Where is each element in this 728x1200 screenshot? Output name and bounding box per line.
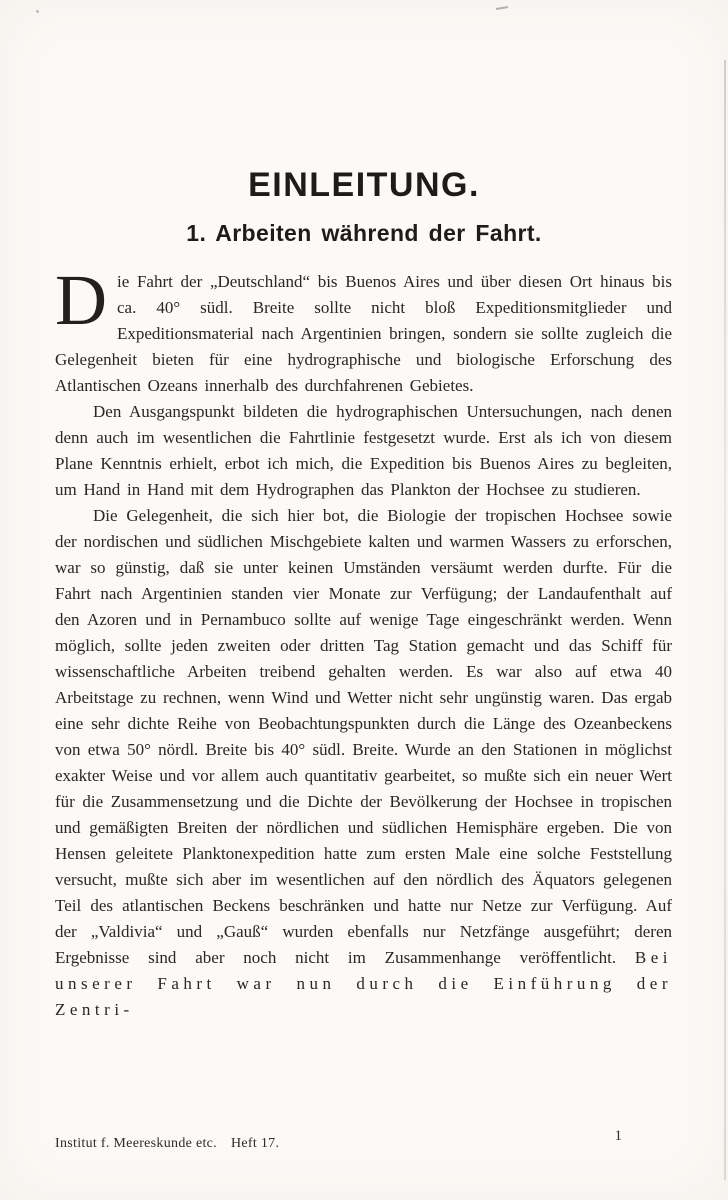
scan-edge-artifact (724, 60, 726, 1180)
paragraph-2: Den Ausgangspunkt bildeten die hydrographischen Untersuchungen, nach denen denn auch im wesentlichen die Fahrtlinie festgesetzt wurde. Erst als ich von diesem Plane Kenntnis erhielt, erbot ich mich, die Expedition bis Buenos Aires zu begleiten, um Hand in Hand mit dem Hydrographen das Plankton der Hochsee zu studieren. (55, 402, 672, 499)
paragraph-3-spaced-text: Bei unserer Fahrt war nun durch die Einführung der Zentri- (55, 948, 672, 1019)
paragraph-3-text: Die Gelegenheit, die sich hier bot, die Biologie der tropischen Hochsee sowie der nordischen und südlichen Mischgebiete kalten und warmen Wassers zu erforschen, war so günstig, daß sie unter keinen Umständen versäumt werden durfte. Für die Fahrt nach Argentinien standen vier Monate zur Verfügung; der Landaufenthalt auf den Azoren und in Pernambuco sollte auf wenige Tage eingeschränkt werden. Wenn möglich, sollte jeden zweiten oder dritten Tag Station gemacht und das Schiff für wissenschaftliche Arbeiten treibend gehalten werden. Es war also auf etwa 40 Arbeitstage zu rechnen, wenn Wind und Wetter nicht sehr ungünstig waren. Das ergab eine sehr dichte Reihe von Beobachtungspunkten durch die Länge des Ozeanbeckens von etwa 50° nördl. Breite bis 40° südl. Breite. Wurde an den Stationen in möglichst exakter Weise und vor allem auch quantitativ gearbeitet, so mußte sich ein neuer Wert für die Zusammensetzung und die Dichte der Bevölkerung der Hochsee in tropischen und gemäßigten Breiten der nördlichen und südlichen Hemisphäre ergeben. Die von Hensen geleitete Planktonexpedition hatte zum ersten Male eine solche Feststellung versucht, mußte sich aber im wesentlichen auf den nördlich des Äquators gelegenen Teil des atlantischen Beckens beschränken und hatte nur Netze zur Verfügung. Auf der „Valdivia“ und „Gauß“ wurden ebenfalls nur Netzfänge ausgeführt; deren Ergebnisse sind aber noch nicht im Zusammenhange veröffentlicht. (55, 506, 672, 967)
footer-imprint (55, 1136, 279, 1152)
paragraph-1-text: ie Fahrt der „Deutschland“ bis Buenos Aires und über diesen Ort hinaus bis ca. 40° südl. Breite sollte nicht bloß Expeditionsmitglieder und Expeditionsmaterial nach Argentinien bringen, sondern sie sollte zugleich die Gelegenheit bieten für eine hydrographische und biologische Erforschung des Atlantischen Ozeans innerhalb des durchfahrenen Gebietes. (55, 272, 672, 395)
paragraph-1 (55, 269, 672, 399)
section-heading: 1. Arbeiten während der Fahrt. (186, 220, 542, 246)
paragraph-3 (55, 503, 672, 1023)
body-text (55, 269, 672, 1023)
page-footer (55, 1128, 670, 1153)
footer-imprint-text: Institut f. Meereskunde etc. (55, 1136, 217, 1151)
drop-cap: D (55, 269, 107, 340)
footer-issue-text: Heft 17. (230, 1136, 280, 1151)
scan-speck-artifact (36, 10, 39, 13)
page-number: 1 (614, 1128, 622, 1144)
page-title: EINLEITUNG. (248, 166, 480, 204)
